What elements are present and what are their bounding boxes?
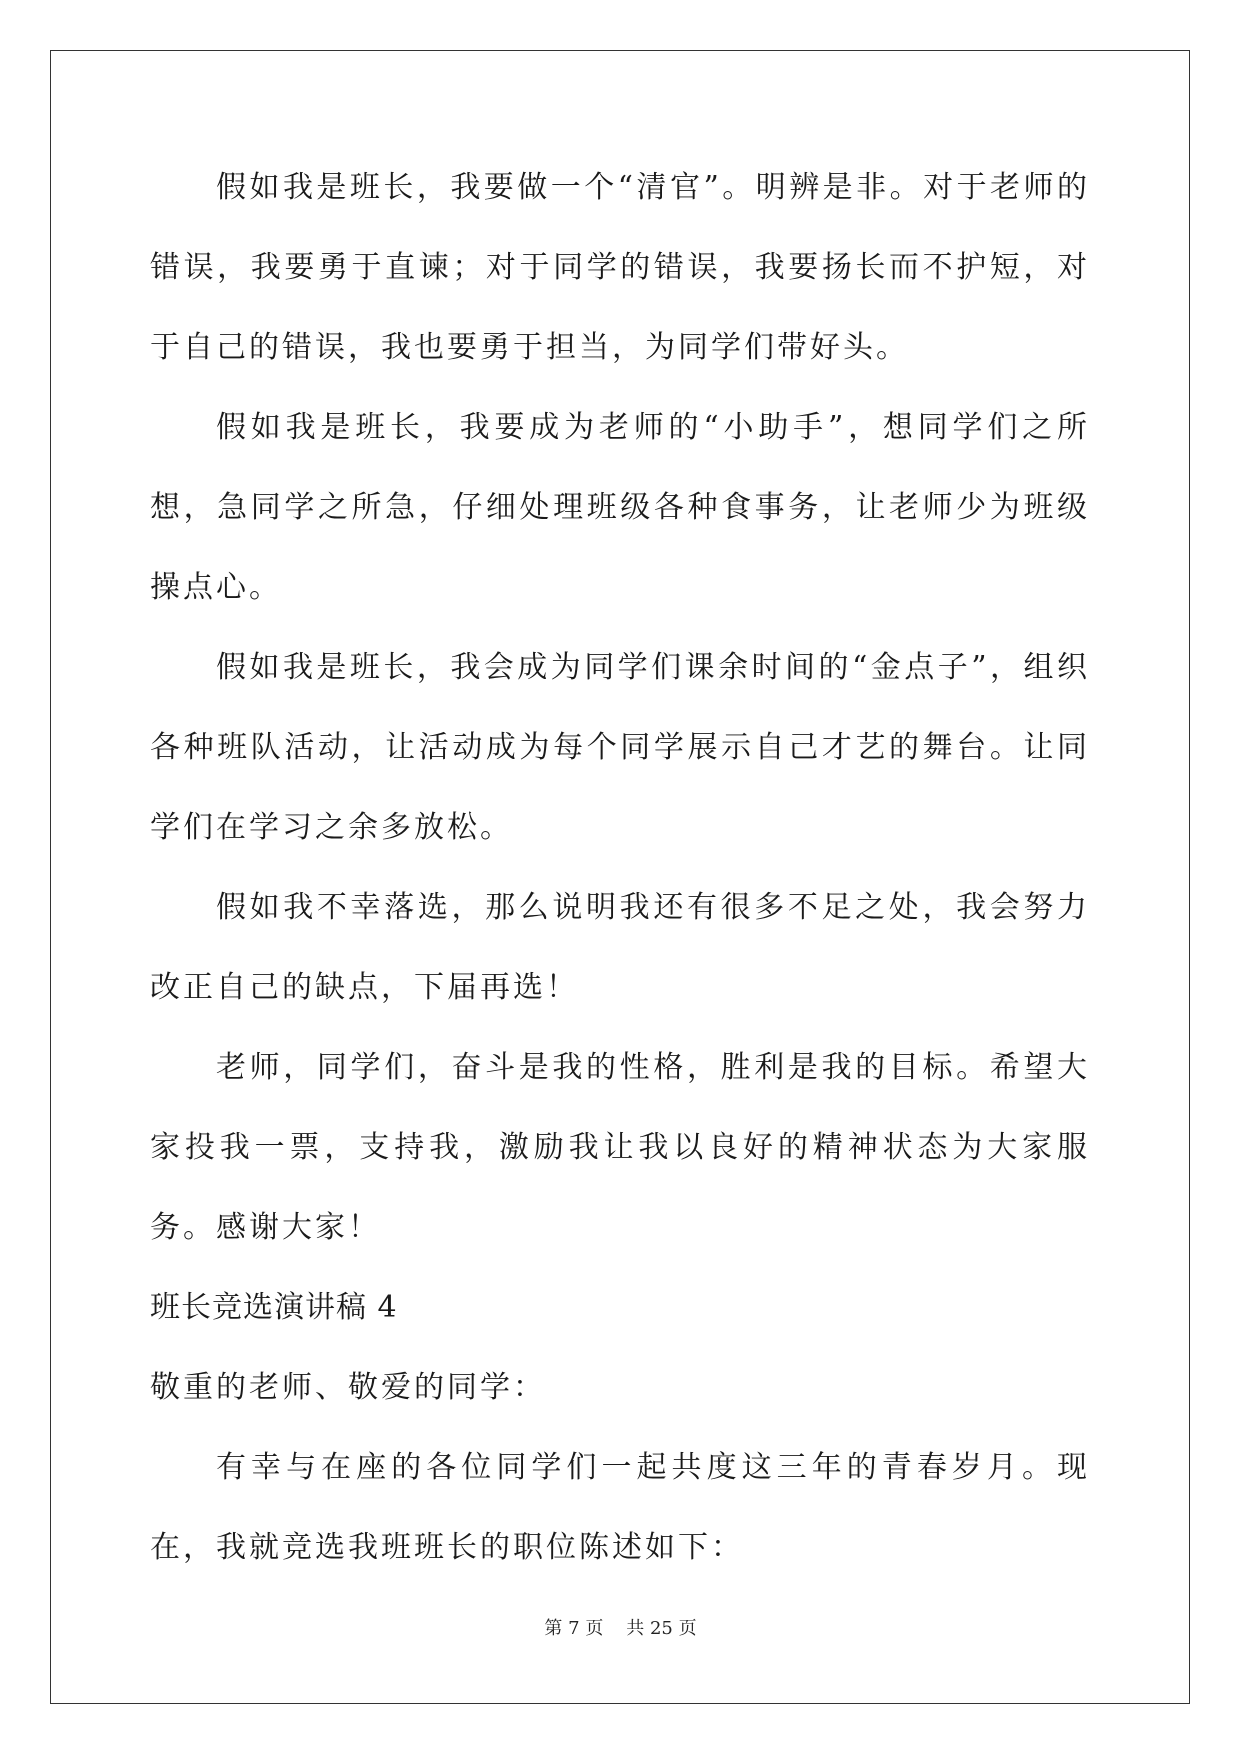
paragraph-3: 假如我是班长，我会成为同学们课余时间的“金点子”，组织各种班队活动，让活动成为每个同学展示自己才艺的舞台。让同学们在学习之余多放松。 xyxy=(150,650,1090,845)
salutation: 敬重的老师、敬爱的同学： xyxy=(150,1370,546,1405)
document-body xyxy=(150,148,1090,1588)
paragraph-4: 假如我不幸落选，那么说明我还有很多不足之处，我会努力改正自己的缺点，下届再选！ xyxy=(150,890,1090,1005)
paragraph-2: 假如我是班长，我要成为老师的“小助手”，想同学们之所想，急同学之所急，仔细处理班级各种食事务，让老师少为班级操点心。 xyxy=(150,410,1090,605)
page-footer xyxy=(0,1614,1241,1640)
paragraph-5: 老师，同学们，奋斗是我的性格，胜利是我的目标。希望大家投我一票，支持我，激励我让我以良好的精神状态为大家服务。感谢大家！ xyxy=(150,1050,1090,1245)
paragraph-1: 假如我是班长，我要做一个“清官”。明辨是非。对于老师的错误，我要勇于直谏；对于同学的错误，我要扬长而不护短，对于自己的错误，我也要勇于担当，为同学们带好头。 xyxy=(150,170,1090,365)
section-title: 班长竞选演讲稿 4 xyxy=(150,1290,398,1325)
page-number-current: 第 7 页 xyxy=(544,1618,604,1639)
intro-paragraph: 有幸与在座的各位同学们一起共度这三年的青春岁月。现在，我就竞选我班班长的职位陈述如下： xyxy=(150,1450,1090,1565)
page-number-total: 共 25 页 xyxy=(626,1618,697,1639)
